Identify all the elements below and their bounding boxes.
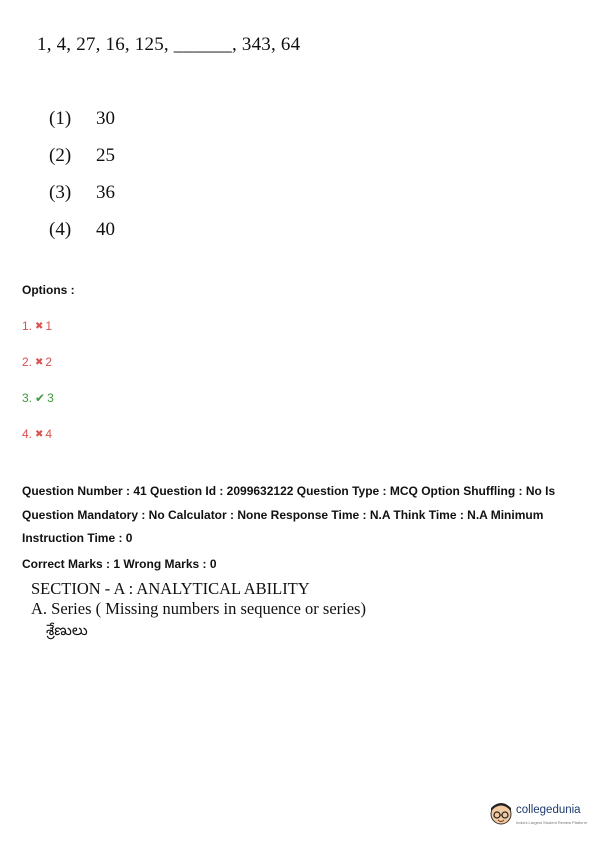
question-meta [22,480,582,551]
section-title: SECTION - A : ANALYTICAL ABILITY [31,579,310,598]
check-icon: ✔ [35,391,46,405]
mascot-icon [488,800,514,830]
telugu-label: శ్రేణులు [46,621,88,639]
option-value: 4 [45,427,53,441]
cross-icon: ✖ [35,357,44,368]
question-sequence: 1, 4, 27, 16, 125, ______, 343, 64 [37,34,301,55]
choice-number: (4) [49,219,72,240]
option-number: 4. [22,427,33,441]
choice-1 [49,108,115,130]
option-value: 3 [47,391,54,405]
choice-3 [49,182,115,204]
choice-value: 36 [96,182,115,203]
choice-value: 30 [96,108,115,129]
marks-info: Correct Marks : 1 Wrong Marks : 0 [22,557,217,571]
cross-icon: ✖ [35,429,44,440]
choice-number: (1) [49,108,72,129]
choice-number: (2) [49,145,72,166]
option-2 [22,355,52,369]
option-3 [22,391,54,405]
option-1 [22,319,52,333]
meta-line-1: Question Number : 41 Question Id : 2099632122 Question Type : MCQ Option Shuffling : No Is [22,484,556,498]
options-heading: Options : [22,283,75,297]
option-value: 1 [45,319,53,333]
choice-value: 40 [96,219,115,240]
subsection-title: A. Series ( Missing numbers in sequence or series) [31,599,366,618]
option-number: 1. [22,319,33,333]
logo-name: collegedunia [516,804,581,816]
choice-value: 25 [96,145,115,166]
option-value: 2 [45,355,53,369]
choice-number: (3) [49,182,72,203]
logo-tagline: India's Largest Student Review Platform [516,820,588,825]
cross-icon: ✖ [35,321,44,332]
option-4 [22,427,52,441]
choice-2 [49,145,115,167]
collegedunia-logo [488,800,588,832]
option-number: 2. [22,355,33,369]
option-number: 3. [22,391,33,405]
meta-line-3: Instruction Time : 0 [22,531,133,545]
choice-4 [49,219,115,241]
meta-line-2: Question Mandatory : No Calculator : None Response Time : N.A Think Time : N.A Minimum [22,507,544,522]
